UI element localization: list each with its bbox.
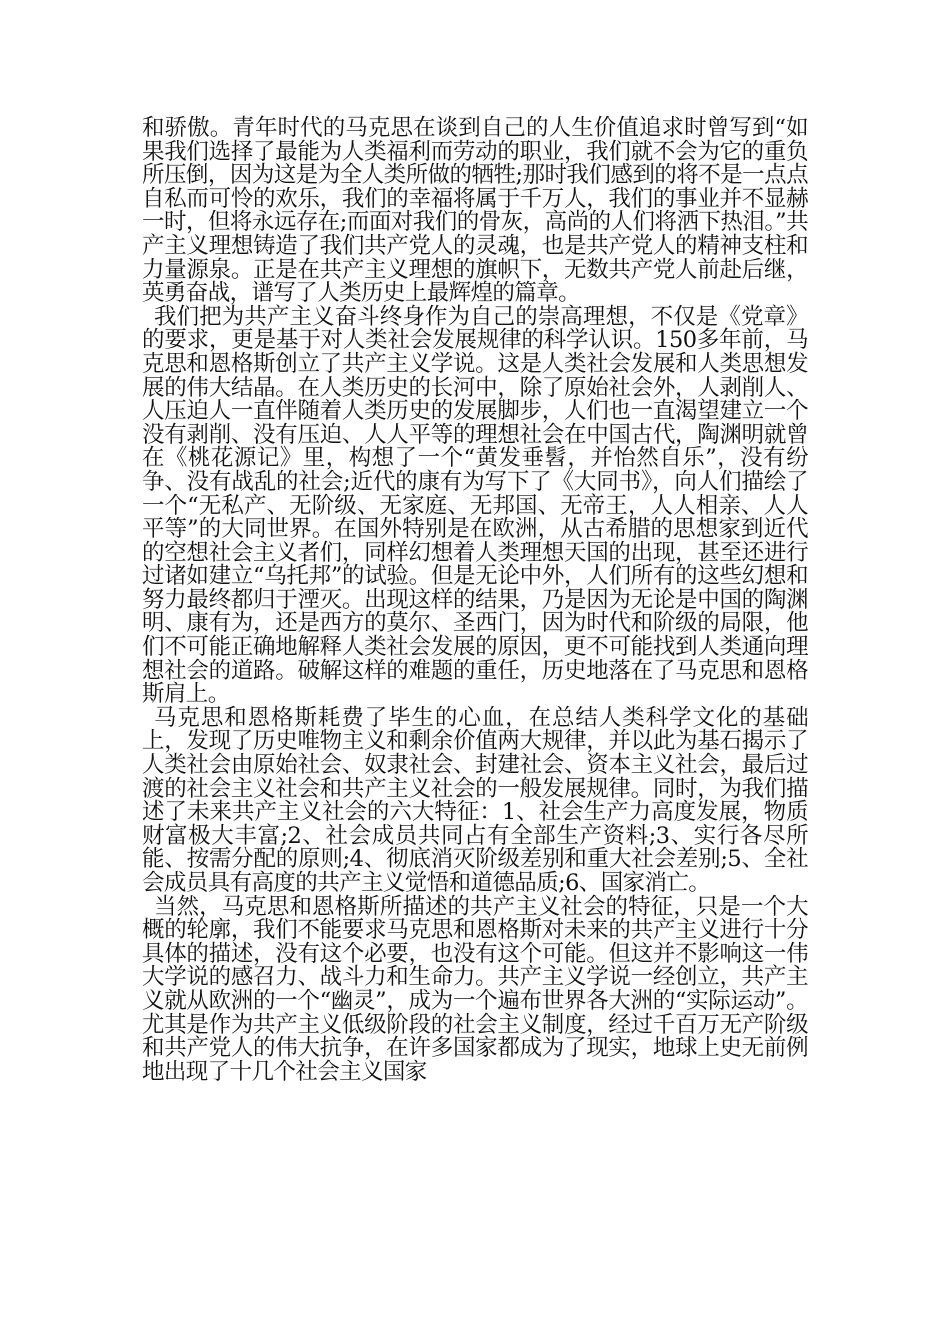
paragraph-3: 马克思和恩格斯耗费了毕生的心血，在总结人类科学文化的基础上，发现了历史唯物主义和剩余价值两大规律，并以此为基石揭示了人类社会由原始社会、奴隶社会、封建社会、资本主义社会，最后过渡的社会主义社会和共产主义社会的一般发展规律。同时，为我们描述了未来共产主义社会的六大特征：1、社会生产力高度发展，物质财富极大丰富;2、社会成员共同占有全部生产资料;3、实行各尽所能、按需分配的原则;4、彻底消灭阶级差别和重大社会差别;5、全社会成员具有高度的共产主义觉悟和道德品质;6、国家消亡。 — [142, 704, 808, 896]
paragraph-1: 和骄傲。青年时代的马克思在谈到自己的人生价值追求时曾写到“如果我们选择了最能为人类福利而劳动的职业，我们就不会为它的重负所压倒，因为这是为全人类所做的牺牲;那时我们感到的将不是一点点自私而可怜的欢乐，我们的幸福将属于千万人，我们的事业并不显赫一时，但将永远存在;而面对我们的骨灰，高尚的人们将洒下热泪。”共产主义理想铸造了我们共产党人的灵魂，也是共产党人的精神支柱和力量源泉。正是在共产主义理想的旗帜下，无数共产党人前赴后继，英勇奋战，谱写了人类历史上最辉煌的篇章。 — [142, 115, 808, 307]
paragraph-4: 当然，马克思和恩格斯所描述的共产主义社会的特征，只是一个大概的轮廓，我们不能要求马克思和恩格斯对未来的共产主义进行十分具体的描述，没有这个必要，也没有这个可能。但这并不影响这一伟大学说的感召力、战斗力和生命力。共产主义学说一经创立，共产主义就从欧洲的一个“幽灵”，成为一个遍布世界各大洲的“实际运动”。尤其是作为共产主义低级阶段的社会主义制度，经过千百万无产阶级和共产党人的伟大抗争，在许多国家都成为了现实，地球上史无前例地出现了十几个社会主义国家 — [142, 893, 808, 1085]
document-body — [142, 117, 808, 1084]
paragraph-2: 我们把为共产主义奋斗终身作为自己的崇高理想，不仅是《党章》的要求，更是基于对人类社会发展规律的科学认识。150多年前，马克思和恩格斯创立了共产主义学说。这是人类社会发展和人类思想发展的伟大结晶。在人类历史的长河中，除了原始社会外，人剥削人、人压迫人一直伴随着人类历史的发展脚步，人们也一直渴望建立一个没有剥削、没有压迫、人人平等的理想社会在中国古代，陶渊明就曾在《桃花源记》里，构想了一个“黄发垂髫，并怡然自乐”，没有纷争、没有战乱的社会;近代的康有为写下了《大同书》，向人们描绘了一个“无私产、无阶级、无家庭、无邦国、无帝王，人人相亲、人人平等”的大同世界。在国外特别是在欧洲，从古希腊的思想家到近代的空想社会主义者们，同样幻想着人类理想天国的出现，甚至还进行过诸如建立“乌托邦”的试验。但是无论中外，人们所有的这些幻想和努力最终都归于湮灭。出现这样的结果，乃是因为无论是中国的陶渊明、康有为，还是西方的莫尔、圣西门，因为时代和阶级的局限，他们不可能正确地解释人类社会发展的原因，更不可能找到人类通向理想社会的道路。破解这样的难题的重任，历史地落在了马克思和恩格斯肩上。 — [142, 303, 808, 708]
